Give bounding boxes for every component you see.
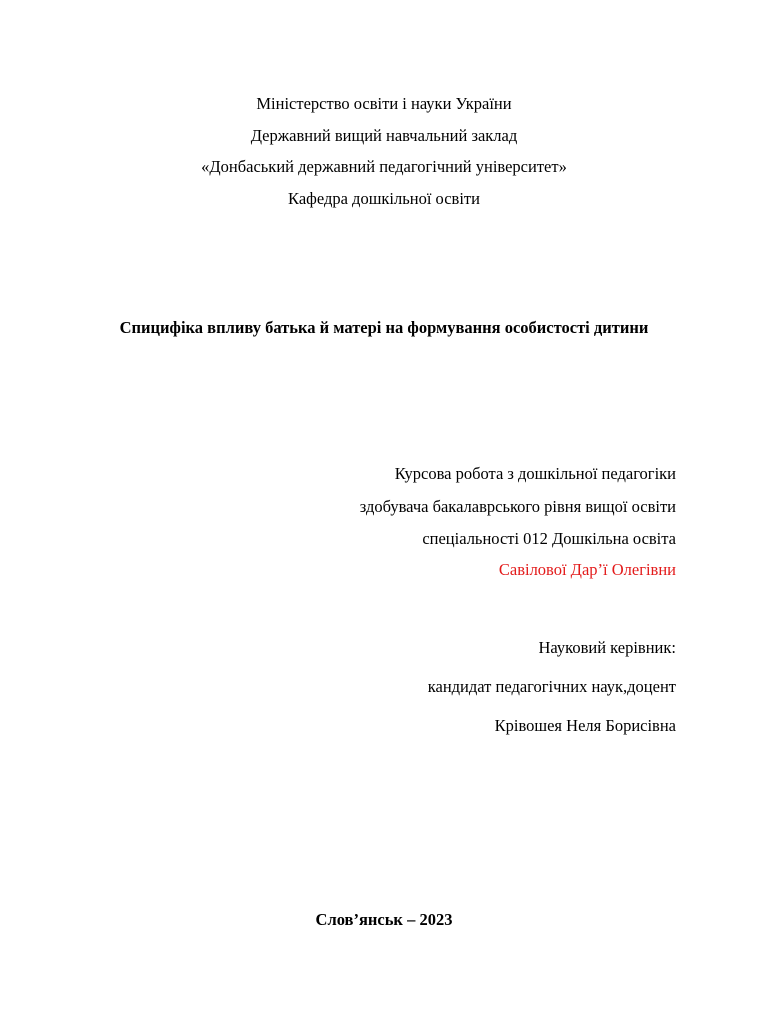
student-name: Савілової Дар’ї Олегівни [498,560,676,579]
specialty-line: спеціальності 012 Дошкільна освіта [422,529,676,548]
institution-type-line: Державний вищий навчальний заклад [250,126,518,145]
student-level-line: здобувача бакалаврського рівня вищої освіти [359,497,676,516]
work-type-line: Курсова робота з дошкільної педагогіки [394,464,676,483]
document-title: Спицифіка впливу батька й матері на формування особистості дитини [119,318,649,337]
supervisor-degree: кандидат педагогічних наук,доцент [427,677,676,696]
city-year: Слов’янськ – 2023 [315,910,453,929]
university-line: «Донбаський державний педагогічний університет» [201,157,567,176]
ministry-line: Міністерство освіти і науки України [256,94,512,113]
supervisor-name: Крівошея Неля Борисівна [494,716,676,735]
supervisor-label: Науковий керівник: [538,638,676,657]
department-line: Кафедра дошкільної освіти [288,189,480,208]
